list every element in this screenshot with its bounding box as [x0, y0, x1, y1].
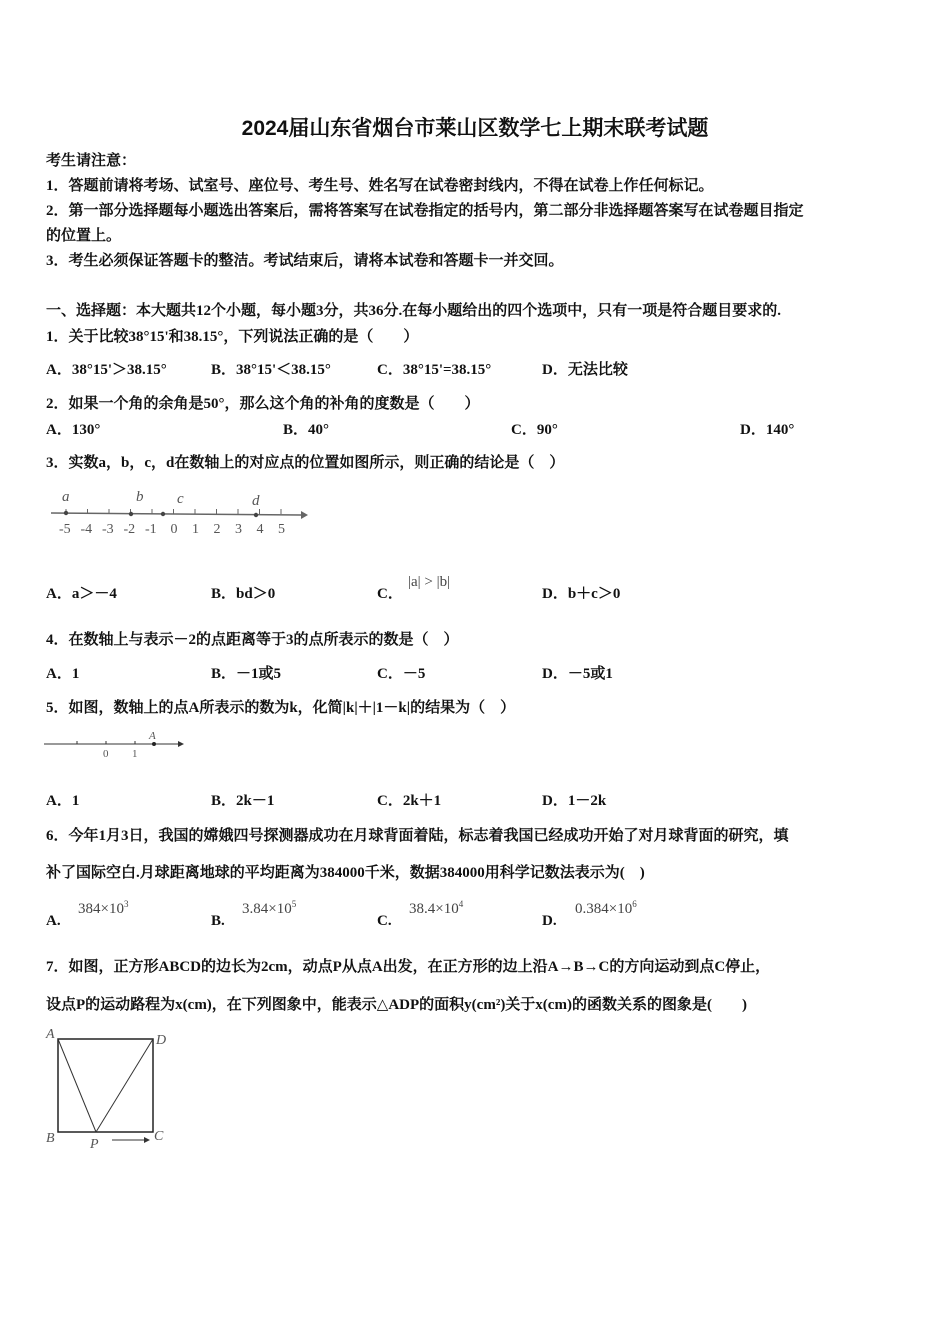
point-label-d: d [252, 493, 260, 509]
notice-item: 3．考生必须保证答题卡的整洁。考试结束后，请将本试卷和答题卡一并交回。 [46, 253, 564, 269]
tick-label: 1 [132, 748, 138, 760]
q3-option-c-math: |a| > |b| [408, 574, 451, 590]
q6-option-a: A. [46, 913, 61, 929]
tick-label: 1 [192, 522, 199, 537]
point-label-b: b [136, 489, 144, 505]
q6-option-d: D. [542, 913, 557, 929]
question-5: 5．如图，数轴上的点A所表示的数为k，化简|k|＋|1－k|的结果为（ ） [46, 700, 516, 716]
q3-option-a: A．a＞－4 [46, 586, 117, 602]
question-6-line-2: 补了国际空白.月球距离地球的平均距离为384000千米，数据384000用科学记数法表示为( ) [46, 865, 645, 881]
vertex-label-a: A [46, 1027, 55, 1042]
tick-label: 0 [170, 522, 178, 537]
q4-option-a: A．1 [46, 666, 80, 682]
q1-option-c: C．38°15'=38.15° [377, 362, 492, 378]
notice-item: 的位置上。 [46, 228, 122, 244]
q3-option-b: B．bd＞0 [211, 586, 276, 602]
q3-option-c: C． [377, 586, 403, 602]
q6-option-b-math: $3.84\times 10^5$ [242, 899, 297, 917]
point-label-a: A [149, 730, 156, 742]
tick-label: 5 [278, 522, 285, 537]
vertex-label-b: B [46, 1131, 55, 1146]
question-6-line-1: 6．今年1月3日，我国的嫦娥四号探测器成功在月球背面着陆，标志着我国已经成功开始了对月球背面的研究，填 [46, 828, 789, 844]
question-4: 4．在数轴上与表示－2的点距离等于3的点所表示的数是（ ） [46, 632, 459, 648]
q6-option-a-math: $384\times 10^3$ [78, 899, 129, 917]
tick-label: 0 [103, 748, 109, 760]
q6-option-c: C. [377, 913, 392, 929]
q2-option-d: D．140° [740, 422, 795, 438]
q5-option-b: B．2k－1 [211, 793, 275, 809]
q3-option-d: D．b＋c＞0 [542, 586, 621, 602]
q1-option-a: A．38°15'＞38.15° [46, 362, 167, 378]
q1-option-d: D．无法比较 [542, 362, 628, 378]
tick-label: -5 [59, 522, 71, 537]
q2-option-a: A．130° [46, 422, 101, 438]
q4-option-c: C．－5 [377, 666, 426, 682]
tick-label: -1 [145, 522, 157, 537]
notice-item: 2．第一部分选择题每小题选出答案后，需将答案写在试卷指定的括号内，第二部分非选择题答案写在试卷题目指定 [46, 203, 804, 219]
tick-label: -2 [123, 522, 136, 537]
q4-option-d: D．－5或1 [542, 666, 613, 682]
point-label-c: c [177, 491, 184, 507]
question-3: 3．实数a，b，c，d在数轴上的对应点的位置如图所示，则正确的结论是（ ） [46, 455, 565, 471]
tick-label: -4 [80, 522, 93, 537]
point-label-p: P [90, 1137, 99, 1152]
question-1: 1．关于比较38°15'和38.15°，下列说法正确的是（ ） [46, 329, 419, 345]
q4-option-b: B．－1或5 [211, 666, 282, 682]
q7-square-figure [44, 1022, 184, 1154]
tick-label: -3 [102, 522, 114, 537]
q6-option-b: B. [211, 913, 225, 929]
question-7-line-1: 7．如图，正方形ABCD的边长为2cm，动点P从点A出发，在正方形的边上沿A→B→C的方向运动到点C停止， [46, 959, 771, 975]
q1-option-b: B．38°15'＜38.15° [211, 362, 331, 378]
q6-option-d-math: $0.384\times 10^6$ [575, 899, 637, 917]
q5-option-d: D．1－2k [542, 793, 607, 809]
notice-heading: 考生请注意： [46, 153, 137, 169]
q5-option-c: C．2k＋1 [377, 793, 442, 809]
q3-number-line [46, 485, 316, 545]
vertex-label-d: D [156, 1033, 167, 1048]
q6-option-c-math: $38.4\times 10^4$ [409, 899, 464, 917]
q5-number-line [44, 728, 194, 760]
q5-option-a: A．1 [46, 793, 80, 809]
question-7-line-2: 设点P的运动路程为x(cm)，在下列图象中，能表示△ADP的面积y(cm²)关于x(cm)的函数关系的图象是( ) [46, 997, 747, 1013]
vertex-label-c: C [154, 1129, 164, 1144]
question-2: 2．如果一个角的余角是50°，那么这个角的补角的度数是（ ） [46, 396, 480, 412]
q2-option-b: B．40° [283, 422, 330, 438]
section-heading: 一、选择题：本大题共12个小题，每小题3分，共36分.在每小题给出的四个选项中，只有一项是符合题目要求的. [46, 303, 782, 319]
notice-item: 1．答题前请将考场、试室号、座位号、考生号、姓名写在试卷密封线内，不得在试卷上作任何标记。 [46, 178, 714, 194]
tick-label: 3 [235, 522, 242, 537]
tick-label: 4 [256, 522, 264, 537]
page-title: 2024届山东省烟台市莱山区数学七上期末联考试题 [241, 117, 709, 140]
point-label-a: a [62, 489, 70, 505]
q2-option-c: C．90° [511, 422, 558, 438]
tick-label: 2 [213, 522, 221, 537]
